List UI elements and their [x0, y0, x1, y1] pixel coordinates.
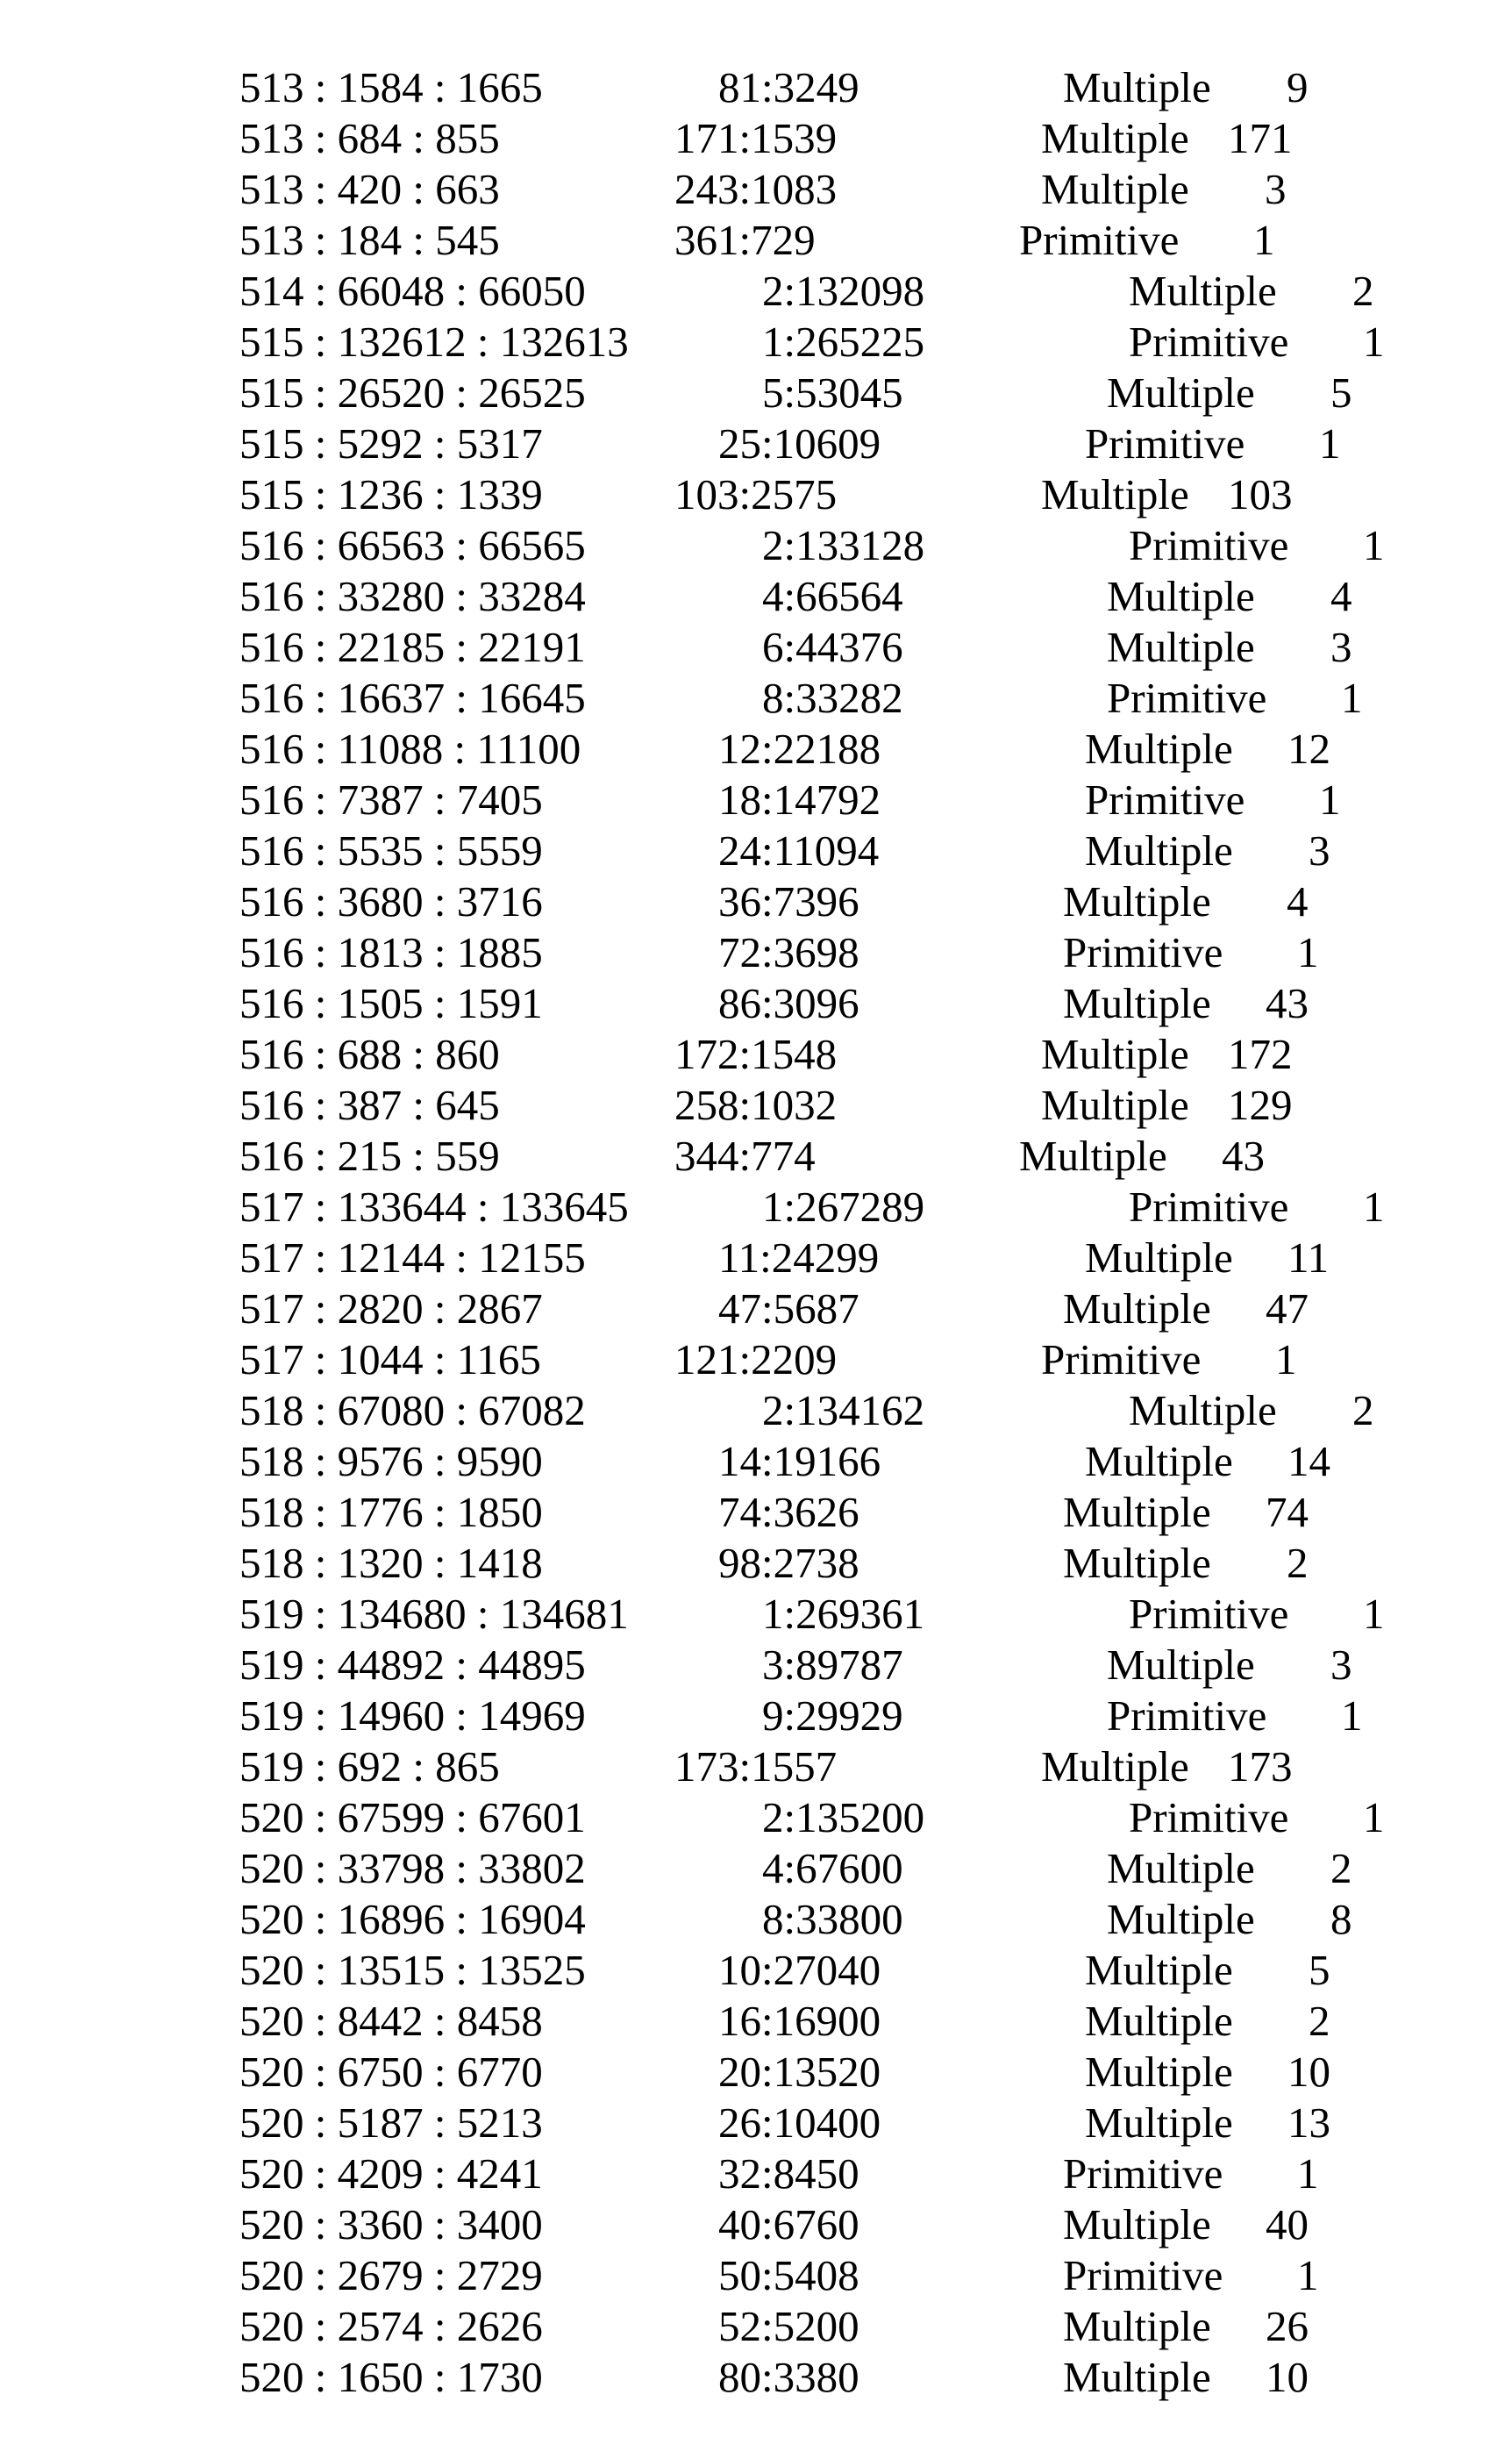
triple-cell: 513 : 184 : 545 — [239, 216, 500, 264]
table-row — [0, 2148, 1512, 2199]
kind-cell: Multiple — [1041, 114, 1189, 162]
table-row — [0, 1741, 1512, 1792]
kind-cell: Primitive — [1107, 674, 1267, 722]
triple-cell: 516 : 22185 : 22191 — [239, 623, 586, 671]
factor-cell: 1 — [1319, 776, 1341, 824]
factor-cell: 5 — [1330, 368, 1352, 417]
triple-cell: 520 : 13515 : 13525 — [239, 1946, 586, 1994]
factor-cell: 2 — [1330, 1844, 1352, 1892]
triple-cell: 518 : 1320 : 1418 — [239, 1539, 543, 1587]
factor-cell: 5 — [1309, 1946, 1330, 1994]
ratio-cell: 16:16900 — [718, 1997, 881, 2045]
triple-cell: 517 : 1044 : 1165 — [239, 1335, 541, 1383]
table-row — [0, 2047, 1512, 2098]
kind-cell: Multiple — [1085, 1437, 1233, 1485]
triple-cell: 516 : 7387 : 7405 — [239, 776, 543, 824]
kind-cell: Multiple — [1041, 1030, 1189, 1078]
kind-cell: Primitive — [1063, 2149, 1223, 2198]
table-row — [0, 62, 1512, 113]
factor-cell: 2 — [1352, 1386, 1374, 1434]
factor-cell: 3 — [1330, 623, 1352, 671]
table-row — [0, 1640, 1512, 1691]
triple-cell: 513 : 420 : 663 — [239, 165, 500, 213]
ratio-cell: 50:5408 — [718, 2251, 859, 2299]
kind-cell: Multiple — [1063, 2302, 1211, 2350]
triple-cell: 516 : 5535 : 5559 — [239, 826, 543, 875]
ratio-cell: 52:5200 — [718, 2302, 859, 2350]
factor-cell: 9 — [1287, 63, 1309, 111]
factor-cell: 2 — [1287, 1539, 1309, 1587]
ratio-cell: 14:19166 — [718, 1437, 881, 1485]
kind-cell: Primitive — [1019, 216, 1180, 264]
ratio-cell: 40:6760 — [718, 2200, 859, 2248]
table-row — [0, 1385, 1512, 1436]
ratio-cell: 171:1539 — [674, 114, 838, 162]
factor-cell: 3 — [1265, 165, 1287, 213]
table-row — [0, 673, 1512, 724]
ratio-cell: 361:729 — [674, 216, 816, 264]
ratio-cell: 173:1557 — [674, 1742, 838, 1791]
ratio-cell: 172:1548 — [674, 1030, 838, 1078]
ratio-cell: 3:89787 — [762, 1641, 903, 1689]
kind-cell: Primitive — [1107, 1691, 1267, 1740]
ratio-cell: 4:67600 — [762, 1844, 903, 1892]
table-row — [0, 1029, 1512, 1080]
ratio-cell: 47:5687 — [718, 1284, 859, 1333]
triple-cell: 513 : 684 : 855 — [239, 114, 500, 162]
table-row — [0, 1233, 1512, 1283]
table-row — [0, 418, 1512, 469]
triple-cell: 519 : 134680 : 134681 — [239, 1590, 629, 1638]
table-row — [0, 1996, 1512, 2047]
factor-cell: 4 — [1287, 877, 1309, 926]
kind-cell: Multiple — [1085, 2098, 1233, 2147]
triple-cell: 516 : 387 : 645 — [239, 1081, 500, 1129]
table-row — [0, 1691, 1512, 1741]
triple-cell: 520 : 33798 : 33802 — [239, 1844, 586, 1892]
kind-cell: Multiple — [1063, 1284, 1211, 1333]
factor-cell: 1 — [1341, 674, 1363, 722]
factor-cell: 1 — [1363, 318, 1385, 366]
triple-cell: 520 : 16896 : 16904 — [239, 1895, 586, 1943]
table-row — [0, 775, 1512, 826]
factor-cell: 1 — [1341, 1691, 1363, 1740]
triple-cell: 517 : 2820 : 2867 — [239, 1284, 543, 1333]
factor-cell: 173 — [1228, 1742, 1293, 1791]
triple-cell: 520 : 67599 : 67601 — [239, 1793, 586, 1841]
triple-cell: 520 : 5187 : 5213 — [239, 2098, 543, 2147]
triple-cell: 519 : 14960 : 14969 — [239, 1691, 586, 1740]
ratio-cell: 103:2575 — [674, 470, 838, 518]
table-row — [0, 1487, 1512, 1538]
table-row — [0, 2199, 1512, 2250]
factor-cell: 43 — [1222, 1132, 1265, 1180]
table-row — [0, 1334, 1512, 1385]
triple-cell: 518 : 67080 : 67082 — [239, 1386, 586, 1434]
kind-cell: Multiple — [1041, 1081, 1189, 1129]
table-row — [0, 1080, 1512, 1131]
triple-cell: 516 : 1813 : 1885 — [239, 928, 543, 976]
factor-cell: 4 — [1330, 572, 1352, 620]
ratio-cell: 18:14792 — [718, 776, 881, 824]
kind-cell: Multiple — [1107, 368, 1255, 417]
factor-cell: 1 — [1319, 419, 1341, 468]
kind-cell: Multiple — [1063, 2353, 1211, 2401]
ratio-cell: 26:10400 — [718, 2098, 881, 2147]
kind-cell: Primitive — [1129, 1183, 1289, 1231]
ratio-cell: 1:269361 — [762, 1590, 925, 1638]
factor-cell: 103 — [1228, 470, 1293, 518]
triple-cell: 520 : 8442 : 8458 — [239, 1997, 543, 2045]
ratio-cell: 243:1083 — [674, 165, 838, 213]
factor-cell: 43 — [1266, 979, 1309, 1027]
factor-cell: 3 — [1309, 826, 1330, 875]
table-row — [0, 1182, 1512, 1233]
ratio-cell: 10:27040 — [718, 1946, 881, 1994]
ratio-cell: 20:13520 — [718, 2048, 881, 2096]
table-row — [0, 724, 1512, 775]
kind-cell: Multiple — [1063, 2200, 1211, 2248]
kind-cell: Primitive — [1129, 521, 1289, 569]
triple-cell: 520 : 3360 : 3400 — [239, 2200, 543, 2248]
kind-cell: Multiple — [1107, 623, 1255, 671]
kind-cell: Primitive — [1129, 1793, 1289, 1841]
kind-cell: Multiple — [1107, 572, 1255, 620]
table-row — [0, 2098, 1512, 2148]
kind-cell: Multiple — [1019, 1132, 1167, 1180]
ratio-cell: 25:10609 — [718, 419, 881, 468]
factor-cell: 74 — [1266, 1488, 1309, 1536]
factor-cell: 129 — [1228, 1081, 1293, 1129]
ratio-cell: 344:774 — [674, 1132, 816, 1180]
factor-cell: 1 — [1253, 216, 1275, 264]
ratio-cell: 74:3626 — [718, 1488, 859, 1536]
kind-cell: Multiple — [1085, 1946, 1233, 1994]
table-row — [0, 826, 1512, 876]
factor-cell: 10 — [1287, 2048, 1330, 2096]
ratio-cell: 258:1032 — [674, 1081, 838, 1129]
table-row — [0, 876, 1512, 927]
triple-cell: 518 : 9576 : 9590 — [239, 1437, 543, 1485]
ratio-cell: 6:44376 — [762, 623, 903, 671]
kind-cell: Multiple — [1085, 725, 1233, 773]
table-row — [0, 1283, 1512, 1334]
triple-cell: 520 : 1650 : 1730 — [239, 2353, 543, 2401]
table-row — [0, 215, 1512, 266]
triple-cell: 516 : 11088 : 11100 — [239, 725, 581, 773]
kind-cell: Multiple — [1085, 2048, 1233, 2096]
kind-cell: Multiple — [1063, 979, 1211, 1027]
ratio-cell: 4:66564 — [762, 572, 903, 620]
table-row — [0, 1843, 1512, 1894]
triple-cell: 514 : 66048 : 66050 — [239, 267, 586, 315]
triple-cell: 516 : 215 : 559 — [239, 1132, 500, 1180]
table-row — [0, 622, 1512, 673]
kind-cell: Multiple — [1063, 1488, 1211, 1536]
kind-cell: Primitive — [1085, 776, 1245, 824]
ratio-cell: 98:2738 — [718, 1539, 859, 1587]
factor-cell: 3 — [1330, 1641, 1352, 1689]
ratio-cell: 2:132098 — [762, 267, 925, 315]
triple-cell: 515 : 132612 : 132613 — [239, 318, 629, 366]
ratio-cell: 1:265225 — [762, 318, 925, 366]
table-row — [0, 113, 1512, 164]
kind-cell: Multiple — [1085, 826, 1233, 875]
ratio-cell: 121:2209 — [674, 1335, 838, 1383]
kind-cell: Multiple — [1107, 1641, 1255, 1689]
kind-cell: Multiple — [1063, 63, 1211, 111]
factor-cell: 2 — [1309, 1997, 1330, 2045]
table-row — [0, 1538, 1512, 1589]
table-row — [0, 368, 1512, 418]
table-row — [0, 2250, 1512, 2301]
triple-cell: 519 : 44892 : 44895 — [239, 1641, 586, 1689]
kind-cell: Multiple — [1063, 1539, 1211, 1587]
kind-cell: Primitive — [1085, 419, 1245, 468]
kind-cell: Multiple — [1107, 1895, 1255, 1943]
ratio-cell: 12:22188 — [718, 725, 881, 773]
triple-cell: 515 : 26520 : 26525 — [239, 368, 586, 417]
table-row — [0, 164, 1512, 215]
triple-cell: 520 : 4209 : 4241 — [239, 2149, 543, 2198]
ratio-cell: 1:267289 — [762, 1183, 925, 1231]
ratio-cell: 2:133128 — [762, 521, 925, 569]
kind-cell: Multiple — [1129, 267, 1277, 315]
factor-cell: 26 — [1266, 2302, 1309, 2350]
triple-cell: 517 : 133644 : 133645 — [239, 1183, 629, 1231]
ratio-cell: 8:33800 — [762, 1895, 903, 1943]
factor-cell: 2 — [1352, 267, 1374, 315]
factor-cell: 47 — [1266, 1284, 1309, 1333]
triple-cell: 520 : 6750 : 6770 — [239, 2048, 543, 2096]
triple-cell: 517 : 12144 : 12155 — [239, 1233, 586, 1282]
kind-cell: Multiple — [1041, 165, 1189, 213]
table-row — [0, 1792, 1512, 1843]
triple-cell: 519 : 692 : 865 — [239, 1742, 500, 1791]
ratio-cell: 81:3249 — [718, 63, 859, 111]
table-row — [0, 1945, 1512, 1996]
table-row — [0, 2301, 1512, 2352]
triple-cell: 516 : 33280 : 33284 — [239, 572, 586, 620]
ratio-cell: 24:11094 — [718, 826, 880, 875]
table-row — [0, 520, 1512, 571]
factor-cell: 1 — [1297, 928, 1319, 976]
kind-cell: Primitive — [1041, 1335, 1202, 1383]
ratio-cell: 11:24299 — [718, 1233, 880, 1282]
kind-cell: Primitive — [1063, 928, 1223, 976]
factor-cell: 40 — [1266, 2200, 1309, 2248]
table-row — [0, 1589, 1512, 1640]
factor-cell: 1 — [1363, 1793, 1385, 1841]
kind-cell: Multiple — [1107, 1844, 1255, 1892]
triple-cell: 516 : 66563 : 66565 — [239, 521, 586, 569]
factor-cell: 10 — [1266, 2353, 1309, 2401]
kind-cell: Multiple — [1041, 470, 1189, 518]
triple-cell: 520 : 2574 : 2626 — [239, 2302, 543, 2350]
triple-cell: 516 : 688 : 860 — [239, 1030, 500, 1078]
kind-cell: Multiple — [1063, 877, 1211, 926]
table-row — [0, 469, 1512, 520]
factor-cell: 12 — [1287, 725, 1330, 773]
triple-cell: 516 : 16637 : 16645 — [239, 674, 586, 722]
table-row — [0, 1131, 1512, 1182]
kind-cell: Multiple — [1085, 1997, 1233, 2045]
kind-cell: Multiple — [1041, 1742, 1189, 1791]
ratio-cell: 2:134162 — [762, 1386, 925, 1434]
factor-cell: 14 — [1287, 1437, 1330, 1485]
kind-cell: Primitive — [1129, 318, 1289, 366]
kind-cell: Multiple — [1085, 1233, 1233, 1282]
ratio-cell: 2:135200 — [762, 1793, 925, 1841]
triple-cell: 520 : 2679 : 2729 — [239, 2251, 543, 2299]
table-row — [0, 571, 1512, 622]
ratio-cell: 32:8450 — [718, 2149, 859, 2198]
triple-cell: 516 : 1505 : 1591 — [239, 979, 543, 1027]
factor-cell: 1 — [1297, 2251, 1319, 2299]
triple-cell: 515 : 1236 : 1339 — [239, 470, 543, 518]
factor-cell: 171 — [1228, 114, 1293, 162]
ratio-cell: 9:29929 — [762, 1691, 903, 1740]
factor-cell: 1 — [1363, 521, 1385, 569]
table-row — [0, 266, 1512, 317]
triple-cell: 518 : 1776 : 1850 — [239, 1488, 543, 1536]
ratio-cell: 72:3698 — [718, 928, 859, 976]
factor-cell: 1 — [1363, 1590, 1385, 1638]
ratio-cell: 8:33282 — [762, 674, 903, 722]
ratio-cell: 80:3380 — [718, 2353, 859, 2401]
table-row — [0, 317, 1512, 368]
triple-cell: 515 : 5292 : 5317 — [239, 419, 543, 468]
ratio-cell: 5:53045 — [762, 368, 903, 417]
triple-cell: 513 : 1584 : 1665 — [239, 63, 543, 111]
table-row — [0, 927, 1512, 978]
kind-cell: Primitive — [1063, 2251, 1223, 2299]
kind-cell: Multiple — [1129, 1386, 1277, 1434]
factor-cell: 11 — [1287, 1233, 1330, 1282]
factor-cell: 172 — [1228, 1030, 1293, 1078]
factor-cell: 1 — [1297, 2149, 1319, 2198]
factor-cell: 1 — [1363, 1183, 1385, 1231]
ratio-cell: 86:3096 — [718, 979, 859, 1027]
factor-cell: 8 — [1330, 1895, 1352, 1943]
triple-cell: 516 : 3680 : 3716 — [239, 877, 543, 926]
table-row — [0, 1436, 1512, 1487]
table-row — [0, 2352, 1512, 2403]
ratio-cell: 36:7396 — [718, 877, 859, 926]
factor-cell: 1 — [1275, 1335, 1297, 1383]
factor-cell: 13 — [1287, 2098, 1330, 2147]
table-row — [0, 978, 1512, 1029]
table-row — [0, 1894, 1512, 1945]
kind-cell: Primitive — [1129, 1590, 1289, 1638]
